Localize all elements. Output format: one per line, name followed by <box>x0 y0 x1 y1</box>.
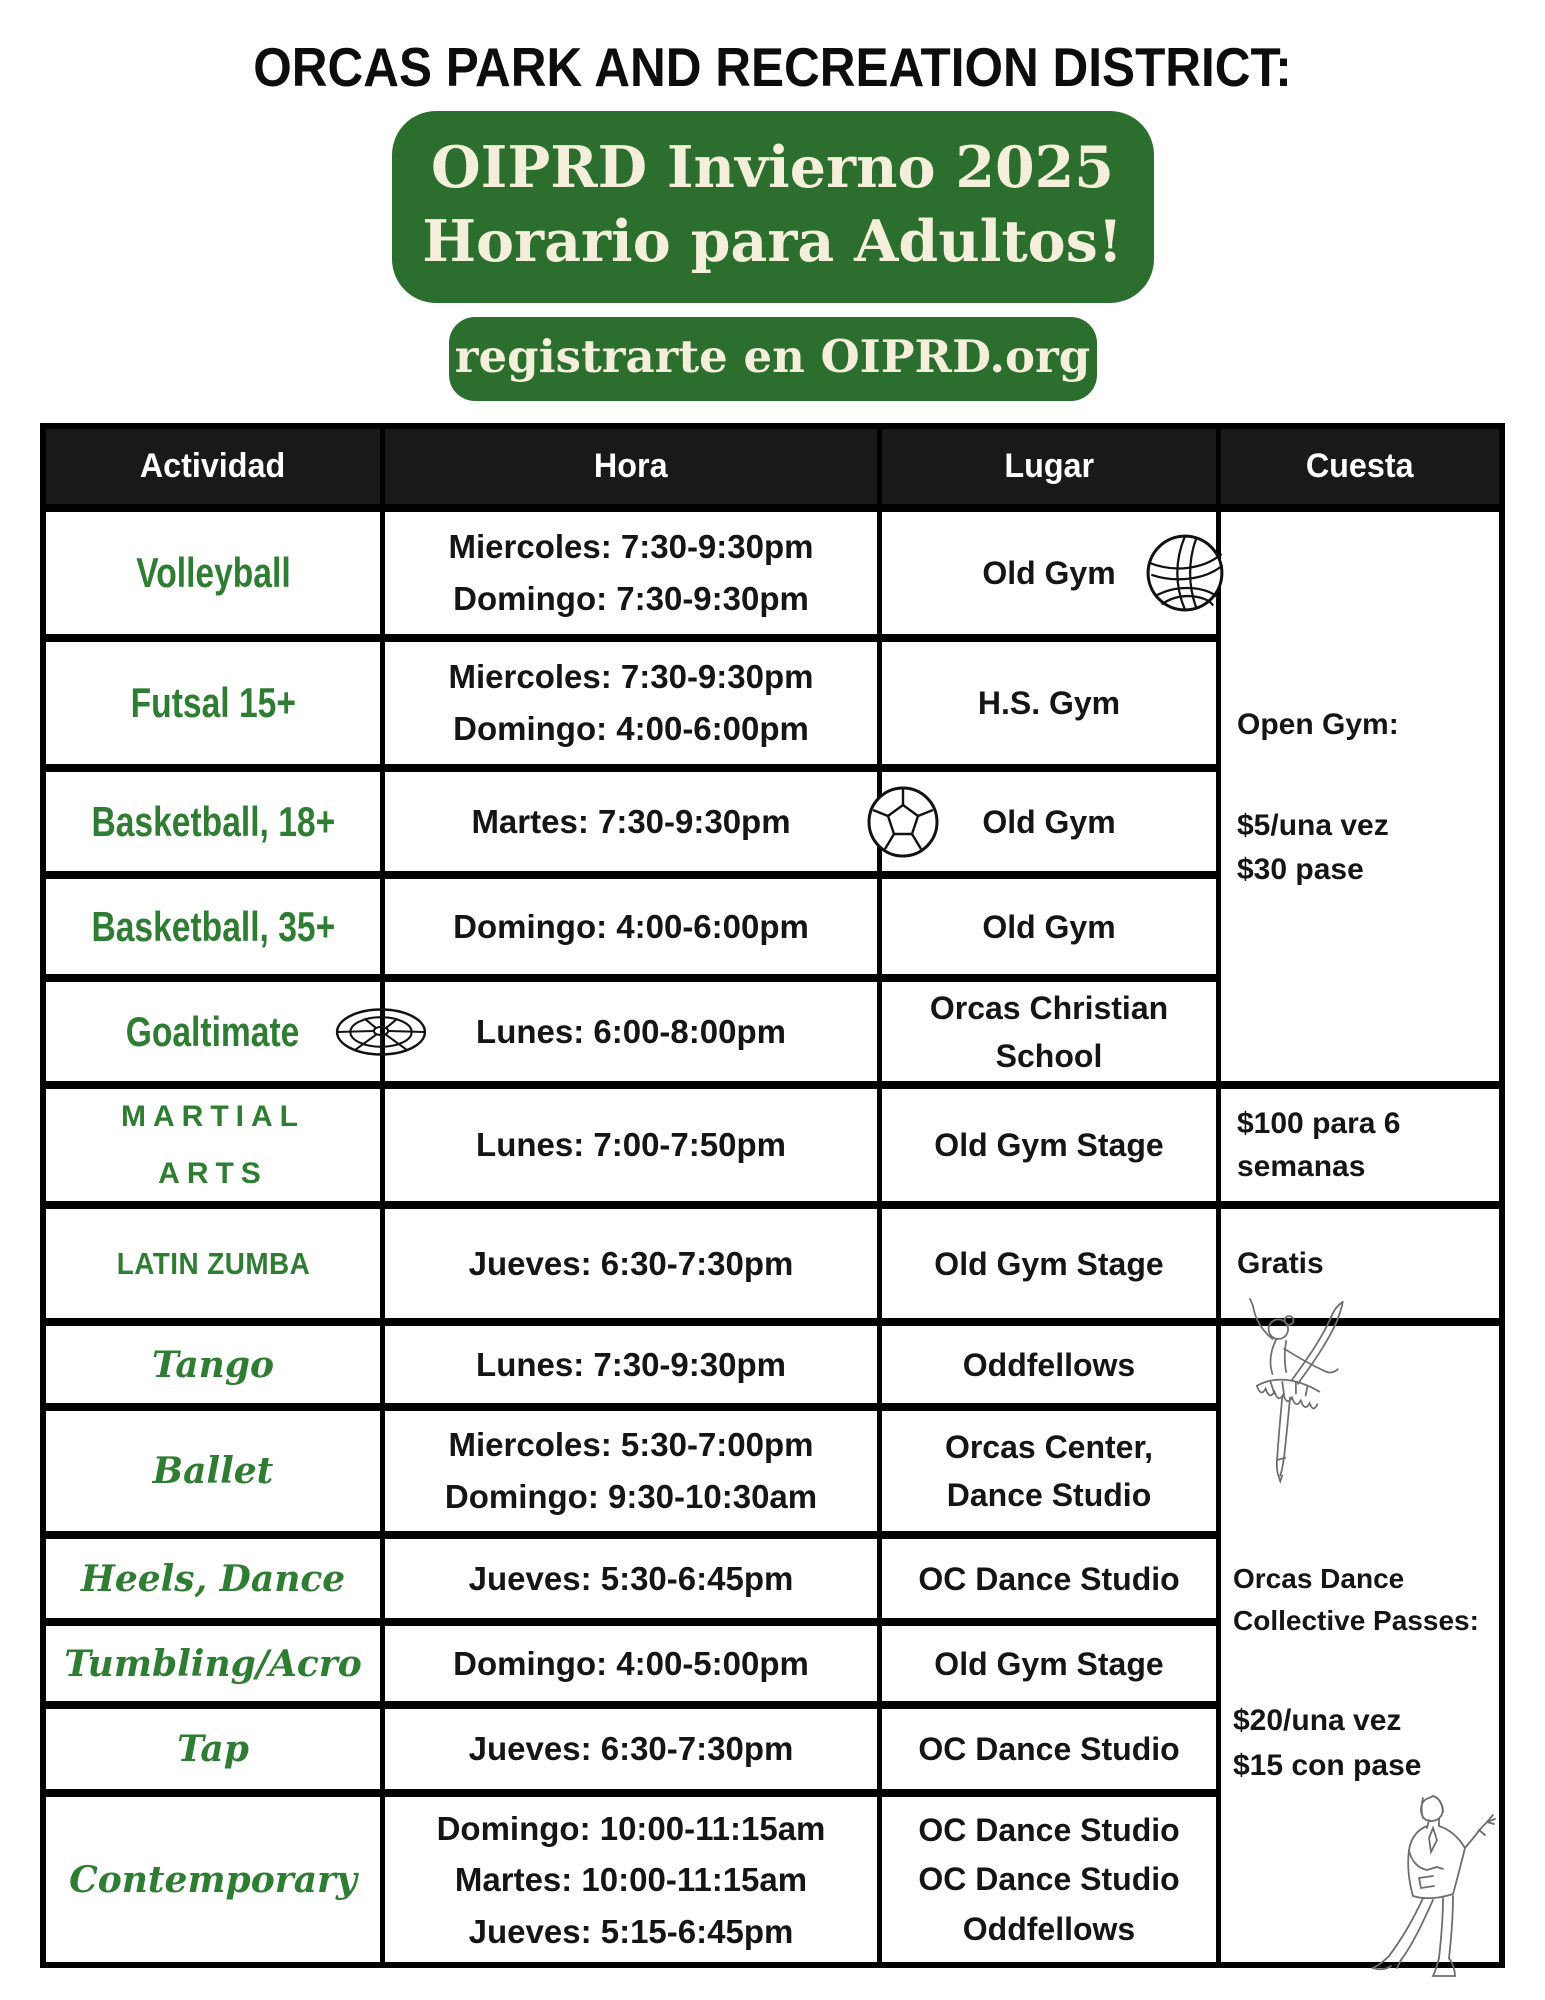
time-cell: Domingo: 4:00-5:00pm <box>385 1626 877 1701</box>
activity-cell <box>46 879 380 974</box>
activity-label: Tango <box>151 1343 275 1386</box>
time-cell: Jueves: 6:30-7:30pm <box>385 1709 877 1789</box>
location-cell: OC Dance Studio <box>882 1709 1216 1789</box>
time-cell: Lunes: 6:00-8:00pm <box>385 982 877 1081</box>
activity-cell <box>46 1209 380 1318</box>
activity-label: Basketball, 18+ <box>91 797 335 845</box>
activity-label: Basketball, 35+ <box>91 902 335 950</box>
activity-cell <box>46 1797 380 1962</box>
location-cell: Oddfellows <box>882 1326 1216 1403</box>
register-text: registrarte en OIPRD.org <box>454 330 1091 384</box>
time-cell: Domingo: 10:00-11:15am Martes: 10:00-11:15am Jueves: 5:15-6:45pm <box>385 1797 877 1962</box>
activity-cell <box>46 1326 380 1403</box>
column-header-hora: Hora <box>385 429 877 504</box>
open-gym-price-1: $5/una vez <box>1237 809 1389 843</box>
time-cell: Miercoles: 7:30-9:30pm Domingo: 4:00-6:00pm <box>385 642 877 764</box>
dance-passes-prices <box>1233 1698 1493 1788</box>
activity-cell <box>46 1626 380 1701</box>
activity-cell <box>46 512 380 634</box>
dance-price-1: $20/una vez <box>1233 1704 1402 1738</box>
activity-cell <box>46 1411 380 1531</box>
location-cell: Old Gym Stage <box>882 1626 1216 1701</box>
column-header-lugar: Lugar <box>882 429 1216 504</box>
cost-cell: Gratis <box>1221 1209 1499 1318</box>
activity-label: LATIN ZUMBA <box>116 1245 310 1281</box>
time-cell: Domingo: 4:00-6:00pm <box>385 879 877 974</box>
location-cell: Orcas Christian School <box>882 982 1216 1081</box>
column-header-actividad: Actividad <box>46 429 380 504</box>
activity-label: Ballet <box>152 1450 274 1493</box>
activity-label: Futsal 15+ <box>130 679 296 727</box>
location-cell: Old Gym Stage <box>882 1089 1216 1201</box>
time-cell: Miercoles: 7:30-9:30pm Domingo: 7:30-9:30pm <box>385 512 877 634</box>
open-gym-price-2: $30 pase <box>1237 852 1364 886</box>
cost-cell: $100 para 6 semanas <box>1221 1089 1499 1201</box>
banner-title-box <box>392 111 1154 303</box>
activity-label: MARTIAL <box>121 1100 305 1134</box>
activity-label: Tumbling/Acro <box>64 1642 362 1685</box>
soccer-ball-icon <box>866 785 940 859</box>
activity-label: Volleyball <box>135 549 291 597</box>
location-cell: Old Gym <box>882 879 1216 974</box>
activity-cell <box>46 1539 380 1618</box>
cost-cell-dance-passes <box>1221 1326 1499 1962</box>
banner-line-1: OIPRD Invierno 2025 <box>431 134 1114 201</box>
time-cell: Miercoles: 5:30-7:00pm Domingo: 9:30-10:30am <box>385 1411 877 1531</box>
dance-price-2: $15 con pase <box>1233 1749 1422 1783</box>
cost-cell-open-gym <box>1221 512 1499 1081</box>
banner-line-2: Horario para Adultos! <box>422 208 1123 276</box>
volleyball-icon <box>1144 532 1226 614</box>
location-cell: Old Gym Stage <box>882 1209 1216 1318</box>
activity-label: Tap <box>177 1728 249 1771</box>
goaltimate-disc-icon <box>334 1006 428 1058</box>
activity-cell <box>46 1089 380 1201</box>
dancer-icon <box>1371 1788 1503 1986</box>
activity-label: Contemporary <box>69 1858 357 1901</box>
time-cell: Lunes: 7:30-9:30pm <box>385 1326 877 1403</box>
location-cell: Old Gym <box>882 772 1216 871</box>
activity-cell <box>46 642 380 764</box>
ballerina-icon <box>1223 1296 1361 1496</box>
time-cell: Jueves: 5:30-6:45pm <box>385 1539 877 1618</box>
activity-label: Heels, Dance <box>80 1557 346 1600</box>
location-cell: OC Dance Studio <box>882 1539 1216 1618</box>
page-title: ORCAS PARK AND RECREATION DISTRICT: <box>253 36 1292 98</box>
location-cell: Orcas Center, Dance Studio <box>882 1411 1216 1531</box>
time-cell: Martes: 7:30-9:30pm <box>385 772 877 871</box>
location-cell: OC Dance Studio OC Dance Studio Oddfellows <box>882 1797 1216 1962</box>
activity-cell <box>46 772 380 871</box>
column-header-cuesta: Cuesta <box>1221 429 1499 504</box>
location-cell: H.S. Gym <box>882 642 1216 764</box>
open-gym-title: Open Gym: <box>1237 707 1399 741</box>
time-cell: Jueves: 6:30-7:30pm <box>385 1209 877 1318</box>
schedule-table <box>40 423 1505 1968</box>
activity-cell <box>46 982 380 1081</box>
location-cell: Old Gym <box>882 512 1216 634</box>
time-cell: Lunes: 7:00-7:50pm <box>385 1089 877 1201</box>
activity-label: Goaltimate <box>126 1007 300 1055</box>
activity-label: ARTS <box>158 1157 268 1191</box>
activity-cell <box>46 1709 380 1789</box>
dance-passes-title: Orcas Dance Collective Passes: <box>1233 1563 1479 1637</box>
register-box <box>449 317 1097 401</box>
